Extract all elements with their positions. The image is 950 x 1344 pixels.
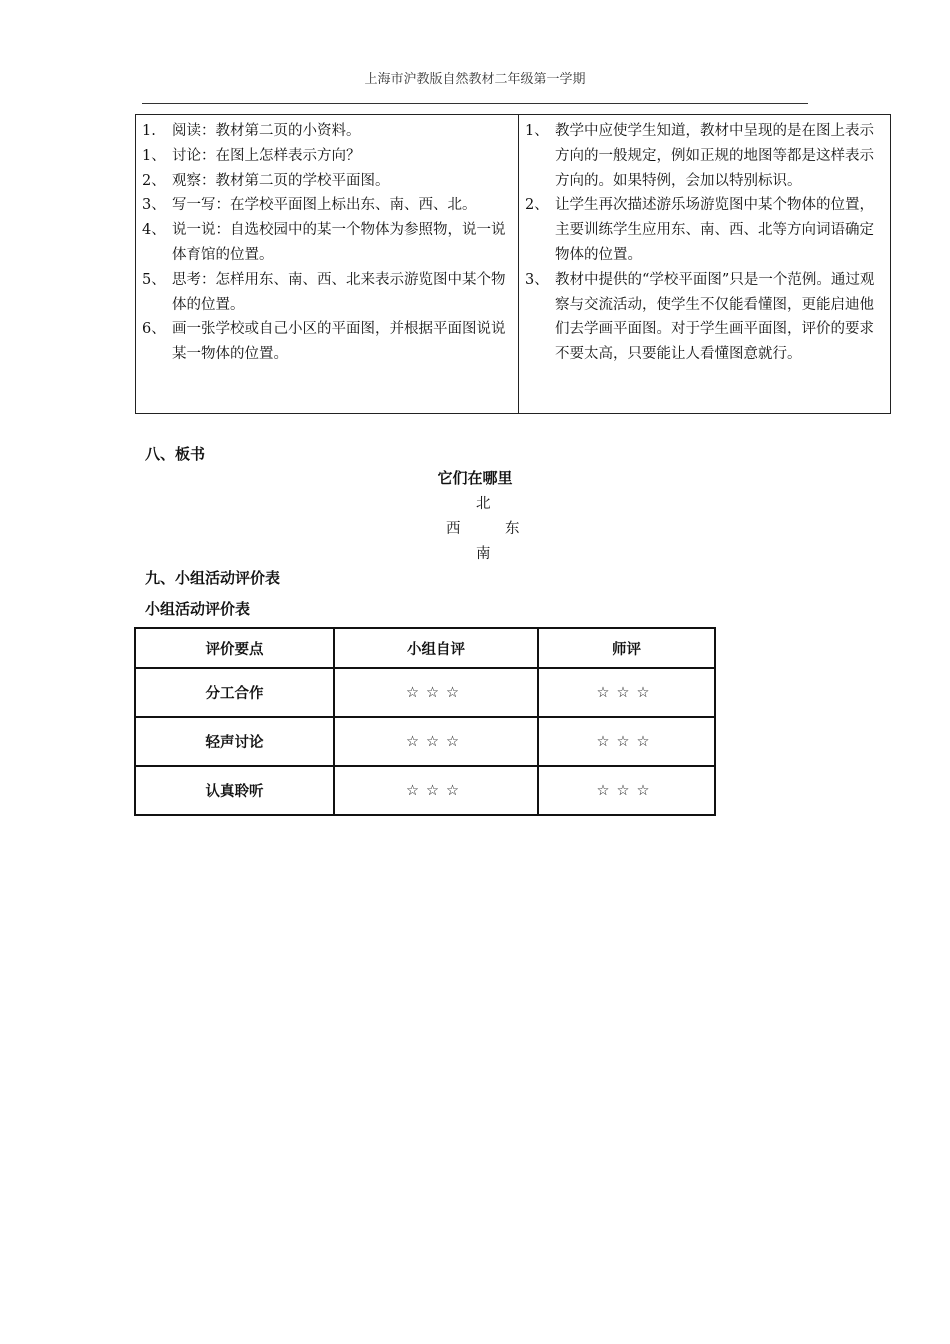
evaluation-table [134, 627, 716, 816]
list-item [142, 317, 512, 367]
header-cell: 评价要点 [135, 628, 334, 668]
evaluation-point: 认真聆听 [135, 766, 334, 815]
teacher-rating-stars: ☆☆☆ [538, 766, 715, 815]
item-number: 1. [142, 123, 156, 139]
evaluation-point: 分工合作 [135, 668, 334, 717]
evaluation-section-title: 九、小组活动评价表 [145, 569, 281, 587]
item-number: 2、 [525, 197, 549, 214]
item-number: 4、 [142, 222, 166, 239]
board-title: 它们在哪里 [437, 469, 513, 487]
item-text: 观察：教材第二页的学校平面图。 [172, 172, 390, 189]
item-text: 思考：怎样用东、南、西、北来表示游览图中某个物体的位置。 [172, 271, 506, 313]
item-text: 说一说：自选校园中的某一个物体为参照物，说一说体育馆的位置。 [172, 222, 506, 263]
item-number: 3、 [142, 197, 166, 214]
item-text: 画一张学校或自己小区的平面图，并根据平面图说说某一物体的位置。 [172, 321, 506, 363]
item-text: 让学生再次描述游乐场游览图中某个物体的位置，主要训练学生应用东、南、西、北等方向词语确定物体的位置。 [555, 197, 874, 263]
item-number: 6、 [142, 321, 166, 338]
page-header: 上海市沪教版自然教材二年级第一学期 [364, 72, 586, 87]
self-rating-stars: ☆☆☆ [334, 766, 538, 815]
compass-north: 北 [476, 496, 491, 512]
item-number: 3、 [525, 271, 549, 288]
self-rating-stars: ☆☆☆ [334, 717, 538, 766]
evaluation-point: 轻声讨论 [135, 717, 334, 766]
teacher-rating-stars: ☆☆☆ [538, 668, 715, 717]
list-item [142, 193, 512, 218]
compass-south: 南 [476, 546, 491, 562]
teaching-notes-column [519, 115, 890, 413]
item-number: 2、 [142, 172, 166, 189]
table-row [135, 668, 715, 717]
list-item [142, 144, 512, 169]
item-text: 教学中应使学生知道，教材中呈现的是在图上表示方向的一般规定，例如正规的地图等都是这样表示方向的。如果特例，会加以特别标识。 [555, 123, 874, 189]
item-text: 阅读：教材第二页的小资料。 [172, 123, 361, 139]
compass-east: 东 [505, 521, 520, 537]
activity-table [135, 114, 891, 414]
header-cell: 小组自评 [334, 628, 538, 668]
item-number: 1、 [142, 147, 166, 164]
list-item [142, 169, 512, 194]
evaluation-table-title: 小组活动评价表 [145, 600, 251, 618]
table-header-row [135, 628, 715, 668]
header-cell: 师评 [538, 628, 715, 668]
item-number: 1、 [525, 123, 549, 139]
self-rating-stars: ☆☆☆ [334, 668, 538, 717]
item-text: 教材中提供的“学校平面图”只是一个范例。通过观察与交流活动，使学生不仅能看懂图，更能启迪他们去学画平面图。对于学生画平面图，评价的要求不要太高，只要能让人看懂图意就行。 [555, 271, 875, 363]
board-section-title: 八、板书 [145, 445, 206, 463]
list-item [142, 218, 512, 268]
list-item [525, 268, 884, 367]
list-item [525, 119, 884, 193]
item-text: 写一写：在学校平面图上标出东、南、西、北。 [172, 197, 477, 214]
list-item [142, 268, 512, 318]
teacher-rating-stars: ☆☆☆ [538, 717, 715, 766]
compass-west: 西 [446, 521, 461, 537]
header-rule [142, 103, 808, 104]
list-item [142, 119, 512, 144]
item-number: 5、 [142, 271, 166, 288]
item-text: 讨论：在图上怎样表示方向？ [172, 147, 361, 164]
list-item [525, 193, 884, 267]
table-row [135, 717, 715, 766]
table-row [135, 766, 715, 815]
student-activities-column [136, 115, 519, 413]
